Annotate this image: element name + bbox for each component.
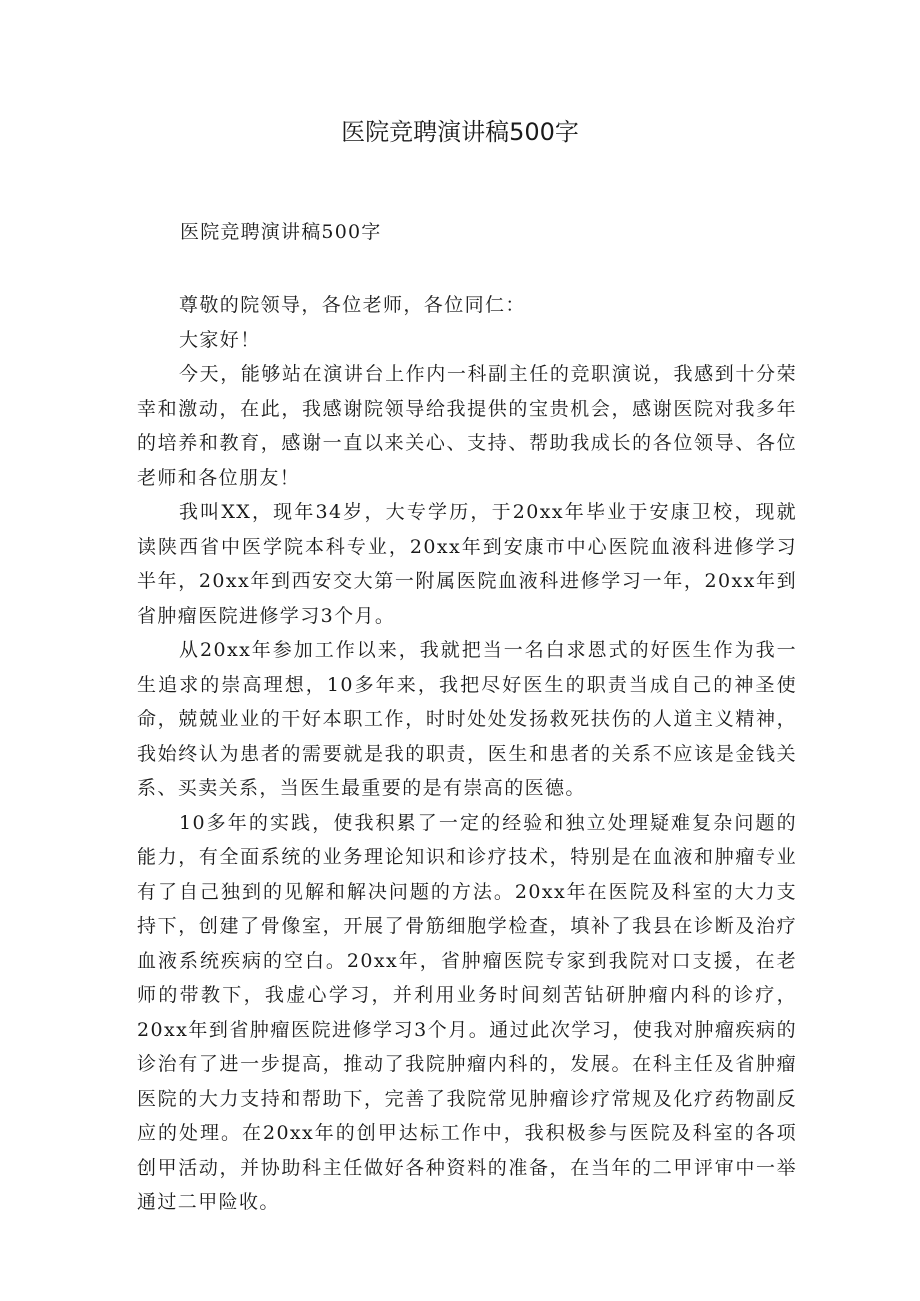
salutation-paragraph: 尊敬的院领导，各位老师，各位同仁：	[179, 294, 526, 316]
document-title: 医院竞聘演讲稿500字	[341, 118, 579, 146]
document-body	[137, 288, 797, 1220]
greeting-paragraph: 大家好！	[179, 328, 261, 351]
body-paragraph: 今天，能够站在演讲台上作内一科副主任的竞职演说，我感到十分荣幸和激动，在此，我感谢院领导给我提供的宝贵机会，感谢医院对我多年的培养和教育，感谢一直以来关心、支持、帮助我成长的各位领导、各位老师和各位朋友！	[137, 363, 797, 489]
body-paragraph: 10多年的实践，使我积累了一定的经验和独立处理疑难复杂问题的能力，有全面系统的业务理论知识和诊疗技术，特别是在血液和肿瘤专业有了自己独到的见解和解决问题的方法。20xx年在医院及科室的大力支持下，创建了骨像室，开展了骨筋细胞学检查，填补了我县在诊断及治疗血液系统疾病的空白。20xx年，省肿瘤医院专家到我院对口支援，在老师的带教下，我虚心学习，并利用业务时间刻苦钻研肿瘤内科的诊疗，20xx年到省肿瘤医院进修学习3个月。通过此次学习，使我对肿瘤疾病的诊治有了进一步提高，推动了我院肿瘤内科的，发展。在科主任及省肿瘤医院的大力支持和帮助下，完善了我院常见肿瘤诊疗常规及化疗药物副反应的处理。在20xx年的创甲达标工作中，我积极参与医院及科室的各项创甲活动，并协助科主任做好各种资料的准备，在当年的二甲评审中一举通过二甲险收。	[137, 811, 797, 1213]
body-paragraph: 我叫XX，现年34岁，大专学历，于20xx年毕业于安康卫校，现就读陕西省中医学院本科专业，20xx年到安康市中心医院血液科进修学习半年，20xx年到西安交大第一附属医院血液科进修学习一年，20xx年到省肿瘤医院进修学习3个月。	[137, 501, 797, 627]
body-paragraph: 从20xx年参加工作以来，我就把当一名白求恩式的好医生作为我一生追求的崇高理想，10多年来，我把尽好医生的职责当成自己的神圣使命，兢兢业业的干好本职工作，时时处处发扬救死扶伤的人道主义精神，我始终认为患者的需要就是我的职责，医生和患者的关系不应该是金钱关系、买卖关系，当医生最重要的是有崇高的医德。	[137, 639, 797, 799]
document-subtitle: 医院竞聘演讲稿500字	[180, 221, 382, 243]
